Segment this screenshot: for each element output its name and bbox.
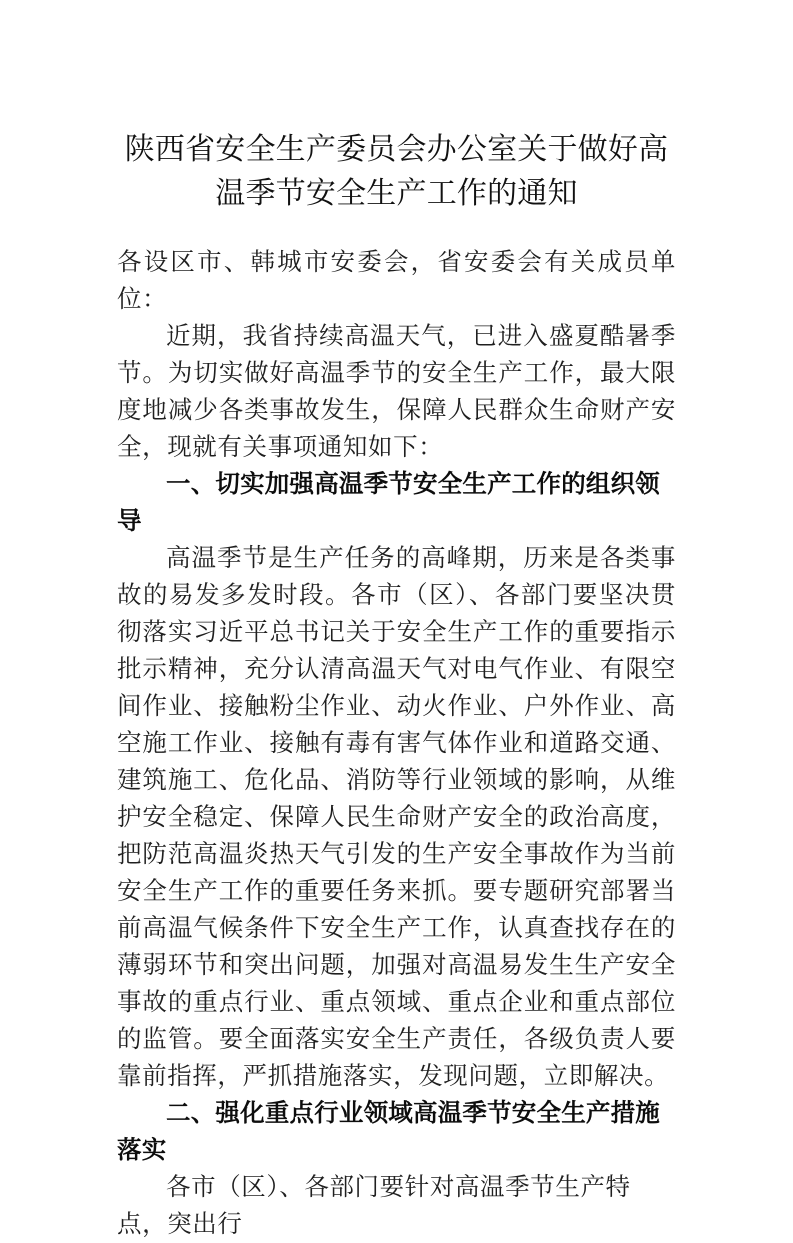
document-body <box>0 216 793 1243</box>
section-body-2: 各市（区）、各部门要针对高温季节生产特点，突出行 <box>117 1174 631 1238</box>
page-title: 陕西省安全生产委员会办公室关于做好高温季节安全生产工作的通知 <box>124 133 669 210</box>
opening-paragraph: 近期，我省持续高温天气，已进入盛夏酷暑季节。为切实做好高温季节的安全生产工作，最大限度地减少各类事故发生，保障人民群众生命财产安全，现就有关事项通知如下： <box>117 323 676 461</box>
section-heading-2: 二、强化重点行业领域高温季节安全生产措施落实 <box>117 1100 660 1164</box>
section-body-1: 高温季节是生产任务的高峰期，历来是各类事故的易发多发时段。各市（区）、各部门要坚决贯彻落实习近平总书记关于安全生产工作的重要指示批示精神，充分认清高温天气对电气作业、有限空间作业、接触粉尘作业、动火作业、户外作业、高空施工作业、接触有毒有害气体作业和道路交通、建筑施工、危化品、消防等行业领域的影响，从维护安全稳定、保障人民生命财产安全的政治高度，把防范高温炎热天气引发的生产安全事故作为当前安全生产工作的重要任务来抓。要专题研究部署当前高温气候条件下安全生产工作，认真查找存在的薄弱环节和突出问题，加强对高温易发生生产安全事故的重点行业、重点领域、重点企业和重点部位的监管。要全面落实安全生产责任，各级负责人要靠前指挥，严抓措施落实，发现问题，立即解决。 <box>117 545 676 1090</box>
salutation: 各设区市、韩城市安委会，省安委会有关成员单位： <box>117 249 676 313</box>
section-heading-1: 一、切实加强高温季节安全生产工作的组织领导 <box>117 471 660 535</box>
